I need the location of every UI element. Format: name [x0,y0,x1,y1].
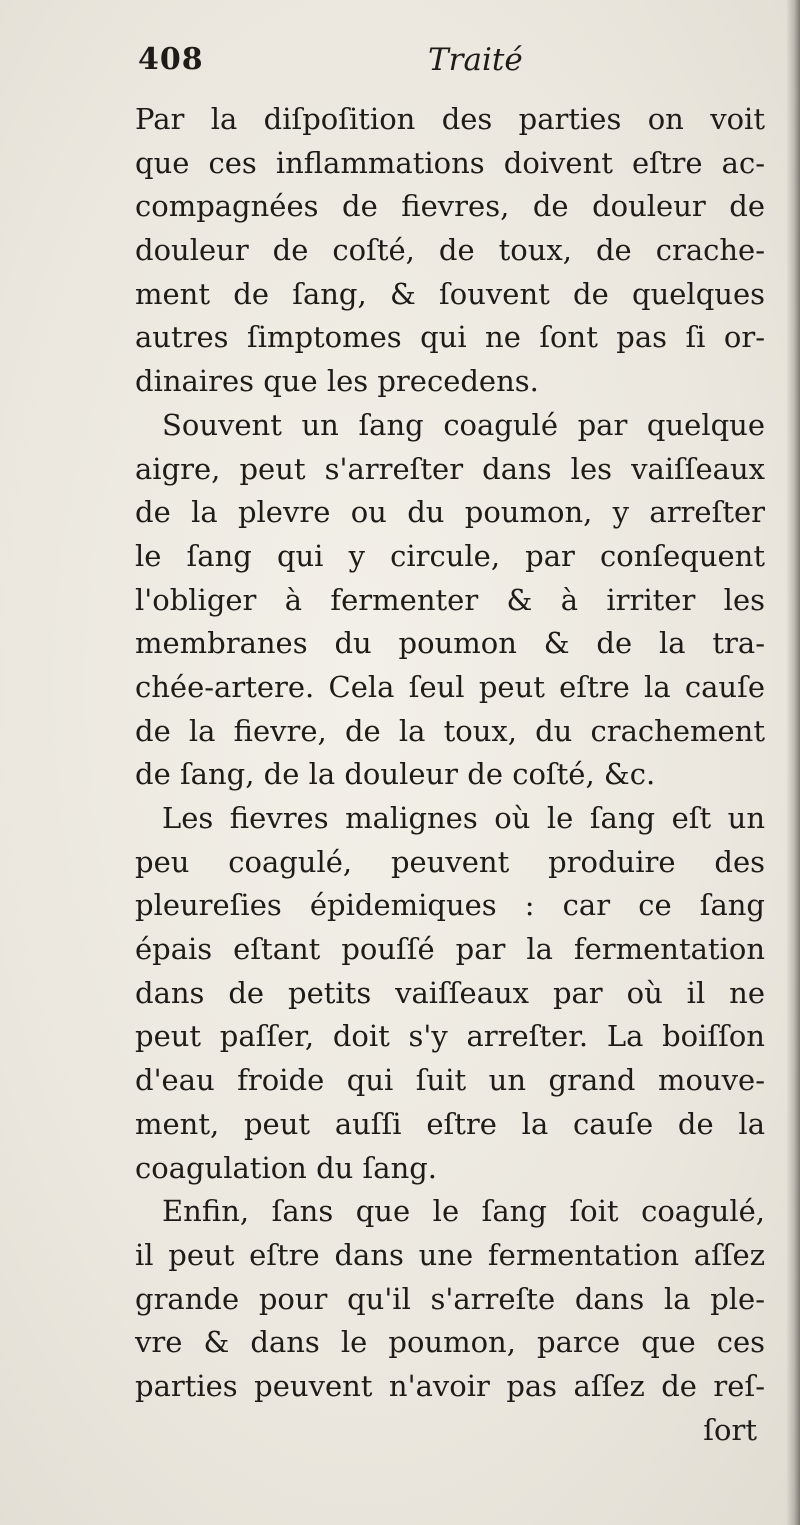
text-line: autres ſimptomes qui ne ſont pas ſi or- [135,320,765,355]
text-line: épais eſtant pouſſé par la fermentation [135,932,765,967]
page-number: 408 [138,42,204,77]
text-line: compagnées de fievres, de douleur de [135,189,765,224]
paragraph-start-line: Enfin, ſans que le ſang ſoit coagulé, [162,1194,765,1229]
text-line: peu coagulé, peuvent produire des [135,844,765,879]
text-line: dans de petits vaiſſeaux par où il ne [135,975,765,1010]
page-edge-shadow [786,0,800,1525]
text-line: vre & dans le poumon, parce que ces [135,1325,765,1360]
text-line: que ces inflammations doivent eſtre ac- [135,145,765,180]
paragraph-start-line: Souvent un ſang coagulé par quelque [162,407,765,442]
text-line: d'eau froide qui ſuit un grand mouve- [135,1063,765,1098]
text-line: ment, peut auſſi eſtre la cauſe de la [135,1106,765,1141]
text-line: peut paſſer, doit s'y arreſter. La boiſſon [135,1019,765,1054]
text-line: pleureſies épidemiques : car ce ſang [135,888,765,923]
text-line: de la fievre, de la toux, du crachement [135,713,765,748]
paragraph-start-line: Les fievres malignes où le ſang eſt un [162,801,765,835]
text-line: l'obliger à fermenter & à irriter les [135,582,765,617]
running-title: Traité [428,42,523,78]
text-line: chée-artere. Cela ſeul peut eſtre la cauſe [135,669,765,704]
text-line: aigre, peut s'arreſter dans les vaiſſeaux [135,451,765,486]
text-line: dinaires que les precedens. [135,364,539,399]
text-line: membranes du poumon & de la tra- [135,626,765,661]
text-line: parties peuvent n'avoir pas aſſez de reſ- [135,1368,765,1403]
text-line: grande pour qu'il s'arreſte dans la ple- [135,1281,765,1316]
text-line: de ſang, de la douleur de coſté, &c. [135,757,656,792]
text-line: de la plevre ou du poumon, y arreſter [135,495,765,530]
text-line: Par la diſpoſition des parties on voit [135,102,765,136]
text-line: il peut eſtre dans une fermentation aſſez [135,1237,765,1272]
text-line: le ſang qui y circule, par conſequent [135,538,765,573]
body-text [135,98,765,1452]
text-line: ment de ſang, & ſouvent de quelques [135,276,765,311]
text-line: douleur de coſté, de toux, de crache- [135,233,765,268]
catchword: ſort [703,1412,757,1447]
text-line: coagulation du ſang. [135,1150,438,1185]
page-header [0,42,800,92]
